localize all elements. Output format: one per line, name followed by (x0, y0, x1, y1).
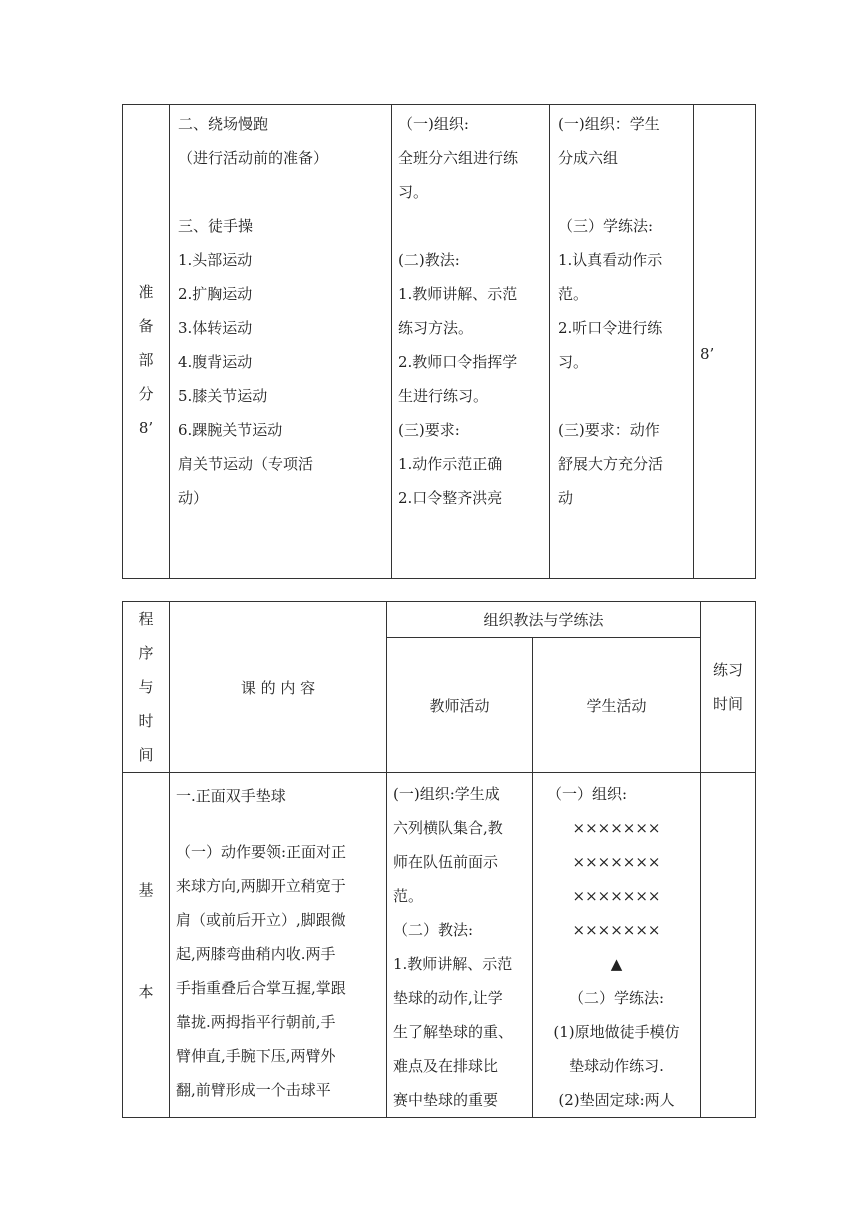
header-practice-time (701, 602, 756, 773)
teacher-line: 2.口令整齐洪亮 (398, 489, 503, 507)
section-char: 准 (138, 282, 154, 301)
lesson-table-basic (122, 601, 756, 1118)
section-char: 分 (138, 384, 154, 403)
student-line: 分成六组 (558, 149, 619, 167)
student-line: 舒展大方充分活 (558, 455, 664, 473)
student-line: 垫球动作练习. (569, 1057, 664, 1075)
section-char: 备 (138, 316, 154, 335)
content-line: 翻,前臂形成一个击球平 (176, 1081, 331, 1099)
section-label-basic (123, 773, 170, 1118)
content-line: 6.踝腕关节运动 (178, 421, 283, 439)
student-line: (1)原地做徒手模仿 (553, 1023, 680, 1041)
content-line (176, 813, 380, 835)
lesson-content-cell (170, 105, 392, 579)
lesson-table-preparation (122, 104, 756, 579)
teacher-line: 全班分六组进行练 (398, 149, 519, 167)
student-line (558, 175, 689, 209)
section-char: 部 (138, 350, 154, 369)
content-line: 1.头部运动 (178, 251, 253, 269)
teacher-line (398, 209, 545, 243)
content-line: 肩（或前后开立）,脚跟微 (176, 911, 346, 929)
header-label: 学生活动 (586, 696, 647, 715)
content-line: 三、徒手操 (178, 217, 254, 235)
teacher-line: 六列横队集合,教 (393, 819, 503, 837)
teacher-activity-cell (387, 773, 533, 1118)
teacher-line: （二）教法: (393, 921, 474, 939)
header-char: 间 (138, 746, 154, 764)
teacher-line: 练习方法。 (398, 319, 474, 337)
time-cell (701, 773, 756, 1118)
teacher-line: 1.教师讲解、示范 (393, 955, 513, 973)
header-label: 组织教法与学练法 (483, 611, 604, 630)
teacher-line: 习。 (398, 183, 429, 201)
header-group-methods (387, 602, 701, 638)
teacher-position-triangle-icon: ▲ (610, 955, 623, 973)
content-line: 起,两膝弯曲稍内收.两手 (176, 945, 336, 963)
teacher-line: (三)要求: (398, 421, 460, 439)
section-char: 8’ (138, 418, 154, 437)
content-line: 肩关节运动（专项活 (178, 455, 314, 473)
teacher-line: 1.动作示范正确 (398, 455, 503, 473)
student-line: 动 (558, 489, 574, 507)
teacher-line: 师在队伍前面示 (393, 853, 499, 871)
teacher-line: 生进行练习。 (398, 387, 489, 405)
content-line: 手指重叠后合掌互握,掌跟 (176, 979, 346, 997)
header-program-time (123, 602, 170, 773)
header-char: 与 (138, 678, 154, 696)
header-label: 练习 (713, 661, 744, 679)
teacher-line: 2.教师口令指挥学 (398, 353, 518, 371)
header-lesson-content (170, 602, 387, 773)
header-student-activity (533, 638, 701, 773)
teacher-line: 赛中垫球的重要 (393, 1091, 499, 1109)
student-line (558, 379, 689, 413)
formation-row: ××××××× (572, 819, 661, 837)
lesson-content-cell (170, 773, 387, 1118)
formation-row: ××××××× (572, 853, 661, 871)
content-line: 臂伸直,手腕下压,两臂外 (176, 1047, 336, 1065)
header-char: 程 (138, 610, 154, 628)
content-line: 4.腹背运动 (178, 353, 253, 371)
content-line: （一）动作要领:正面对正 (176, 843, 347, 861)
content-line (178, 175, 385, 209)
student-line: （二）学练法: (568, 989, 665, 1007)
student-line: (2)垫固定球:两人 (558, 1091, 675, 1109)
student-activity-cell (550, 105, 694, 579)
section-label-preparation (123, 105, 170, 579)
header-char: 序 (138, 644, 154, 662)
teacher-line: 生了解垫球的重、 (393, 1023, 514, 1041)
student-activity-cell (533, 773, 701, 1118)
teacher-activity-cell (392, 105, 550, 579)
formation-row: ××××××× (572, 887, 661, 905)
content-line: 一.正面双手垫球 (176, 787, 286, 805)
header-teacher-activity (387, 638, 533, 773)
header-char: 时 (138, 712, 154, 730)
content-line: 3.体转运动 (178, 319, 253, 337)
teacher-line: (一)组织:学生成 (393, 785, 500, 803)
time-cell (694, 105, 756, 579)
student-line: 习。 (558, 353, 589, 371)
content-line: 动） (178, 489, 209, 507)
content-line: 二、绕场慢跑 (178, 115, 269, 133)
teacher-line: （一)组织: (398, 115, 469, 133)
student-line: 2.听口令进行练 (558, 319, 663, 337)
student-line: 范。 (558, 285, 589, 303)
content-line: 5.膝关节运动 (178, 387, 268, 405)
student-line: （三）学练法: (558, 217, 654, 235)
teacher-line: 1.教师讲解、示范 (398, 285, 518, 303)
header-label: 时间 (713, 695, 744, 713)
student-line: (三)要求：动作 (558, 421, 660, 439)
teacher-line: 垫球的动作,让学 (393, 989, 503, 1007)
formation-row: ××××××× (572, 921, 661, 939)
teacher-line: (二)教法: (398, 251, 460, 269)
content-line: 靠拢.两拇指平行朝前,手 (176, 1013, 336, 1031)
student-line: 1.认真看动作示 (558, 251, 663, 269)
time-value: 8’ (700, 344, 715, 363)
content-line: （进行活动前的准备） (178, 149, 329, 167)
header-label: 教师活动 (429, 696, 490, 715)
student-line: (一)组织：学生 (558, 115, 660, 133)
content-line: 2.扩胸运动 (178, 285, 253, 303)
section-char: 本 (138, 983, 154, 1001)
header-label: 课 的 内 容 (240, 678, 316, 697)
teacher-line: 范。 (393, 887, 424, 905)
student-line: （一）组织: (547, 785, 628, 803)
teacher-line: 难点及在排球比 (393, 1057, 499, 1075)
section-char: 基 (138, 881, 154, 899)
content-line: 来球方向,两脚开立稍宽于 (176, 877, 346, 895)
